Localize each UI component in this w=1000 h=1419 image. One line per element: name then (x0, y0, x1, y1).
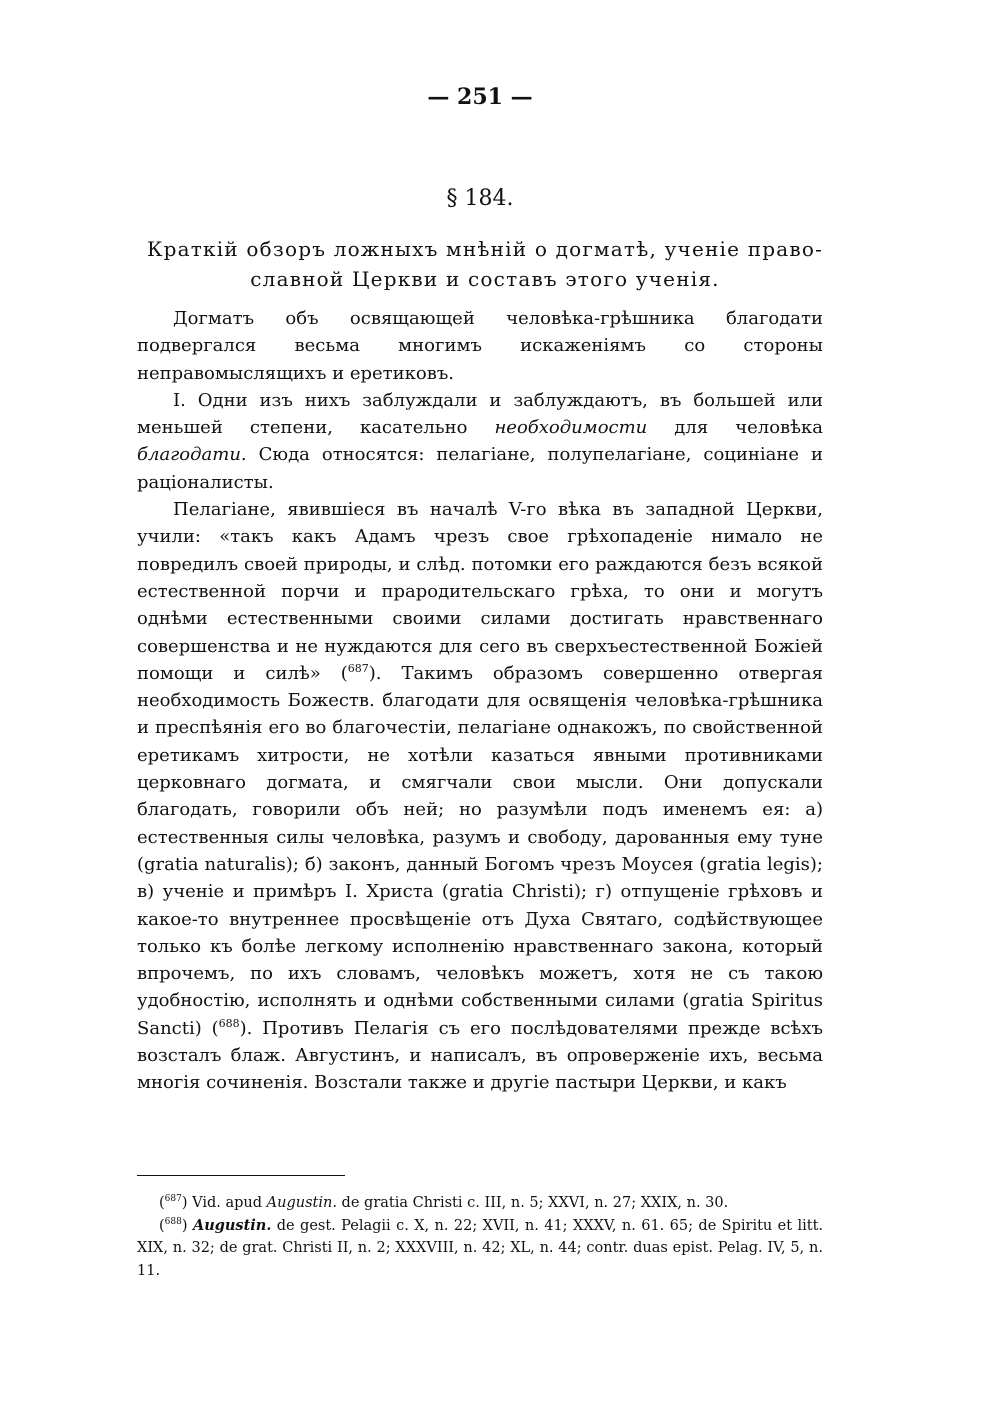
footnote-ref-688[interactable]: 688 (218, 1016, 240, 1030)
footnotes (137, 1192, 823, 1282)
footnote-687-number: 687 (164, 1194, 182, 1205)
footnote-688-number: 688 (164, 1216, 182, 1227)
paragraph-3 (137, 496, 823, 1097)
paragraph-3-text-b: ). Такимъ образомъ совершенно отвергая необходимость Божеств. благодати для освященія человѣка-грѣшника и преспѣянія его во благочестіи, пелагіане однакожъ, по свойственной еретикамъ хитрости, не хотѣли казаться явными противниками церковнаго догмата, и смягчали свои мысли. Они допускали благодать, говорили объ ней; но разумѣли подъ именемъ ея: а) естественныя силы человѣка, разумъ и свободу, дарованныя ему туне (gratia naturalis); б) законъ, данный Богомъ чрезъ Моусея (gratia legis); в) ученіе и примѣръ I. Христа (gratia Christi); г) отпущеніе грѣховъ и какое-то внутреннее просвѣщеніе отъ Духа Святаго, содѣйствующее только къ болѣе легкому исполненію нравственнаго закона, который впрочемъ, по ихъ словамъ, человѣкъ можетъ, хотя не съ такою удобностію, исполнять и однѣми собственными силами (gratia Spiritus Sancti) ( (137, 662, 823, 1039)
footnote-688-mark: ($^{688}$) (159, 1216, 188, 1234)
paragraph-2 (137, 387, 823, 496)
footnote-687-mark: ($^{687}$) (159, 1194, 188, 1211)
footnote-687-text-b: de gratia Christi c. III, n. 5; XXVI, n. 27; XXIX, n. 30. (336, 1195, 729, 1211)
paragraph-1: Догматъ объ освящающей человѣка-грѣшника благодати подвергался весьма многимъ искаженіямъ со стороны неправомыслящихъ и еретиковъ. (137, 308, 823, 384)
page-number: — 251 — (427, 84, 533, 110)
emphasis-grace: благодати. (137, 444, 247, 466)
footnote-688-text-b: de gest. Pelagii c. X, n. 22; XVII, n. 41; XXXV, n. 61. 65; de Spiritu et litt. XIX, n. 32; de grat. Christi II, n. 2; XXXVIII, n. 42; XL, n. 44; contr. duas epist. Pelag. IV, 5, n. 11. (137, 1217, 824, 1279)
paragraph-2-text-a: I. Одни изъ нихъ заблуждали и заблуждаютъ, въ большей или меньшей степени, касательно (137, 389, 823, 439)
footnote-divider (137, 1175, 345, 1176)
footnote-688 (137, 1215, 823, 1283)
footnote-687-author: Augustin. (266, 1195, 337, 1211)
paragraph-3-text-c: ). Противъ Пелагія съ его послѣдователями прежде всѣхъ возсталъ блаж. Августинъ, и написалъ, въ опровержeніе ихъ, весьма многія сочиненія. Возстали также и другіе пастыри Церкви, и какъ (137, 1017, 824, 1094)
section-title (140, 234, 830, 294)
body-text (137, 305, 823, 1097)
paragraph-2-text-b: для человѣка (647, 417, 823, 439)
section-title-line-1: Краткій обзоръ ложныхъ мнѣній о догматѣ, ученіе право- (146, 237, 824, 261)
footnote-687 (137, 1192, 823, 1215)
section-title-line-2: славной Церкви и составъ этого ученія. (250, 267, 720, 291)
section-number: § 184. (446, 186, 514, 211)
paragraph-3-text-a: Пелагіане, явившіеся въ началѣ V-го вѣка въ западной Церкви, учили: «такъ какъ Адамъ чрезъ свое грѣхопаденіе нимало не повредилъ своей природы, и слѣд. потомки его раждаются безъ всякой естественной порчи и прародительскаго грѣха, то они и могутъ однѣми естественными своими силами достигать нравственнаго совершенства и не нуждаются для сего въ сверхъестественной Божіей помощи и силѣ» ( (137, 499, 823, 684)
footnote-687-text-a: Vid. apud (187, 1195, 267, 1211)
paragraph-2-text-c: Сюда относятся: пелагіане, полупелагіане, социніане и раціоналисты. (137, 444, 823, 493)
footnote-688-author: Augustin. (192, 1216, 272, 1234)
footnote-ref-687[interactable]: 687 (347, 661, 369, 675)
emphasis-necessity: необходимости (494, 417, 648, 439)
